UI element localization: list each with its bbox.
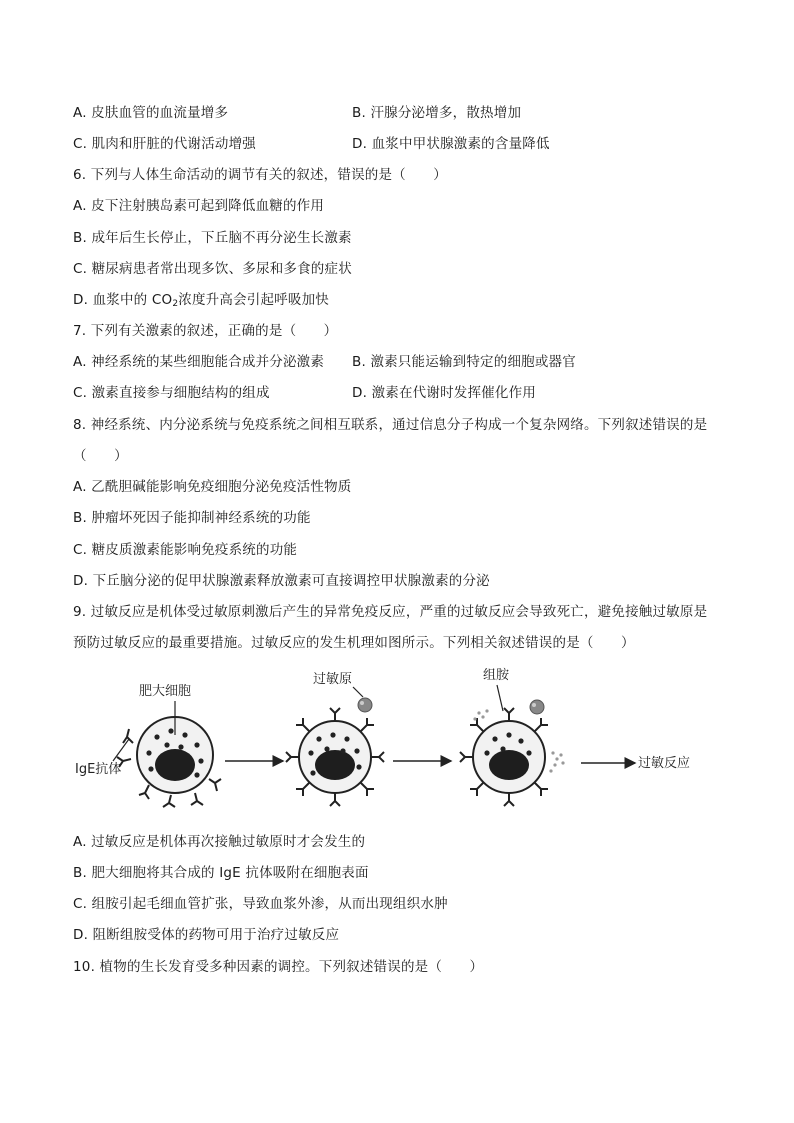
q8-stem-line1: 8. 神经系统、内分泌系统与免疫系统之间相互联系，通过信息分子构成一个复杂网络。下列叙述错误的是	[73, 417, 708, 433]
q6-option-a: A. 皮下注射胰岛素可起到降低血糖的作用	[73, 198, 325, 214]
q9-option-c: C. 组胺引起毛细血管扩张，导致血浆外渗，从而出现组织水肿	[73, 896, 448, 912]
label-mast-cell: 肥大细胞	[139, 684, 192, 699]
q9-option-b: B. 肥大细胞将其合成的 IgE 抗体吸附在细胞表面	[73, 865, 369, 881]
q7-option-b: B. 激素只能运输到特定的细胞或器官	[352, 354, 576, 370]
mast-cell-2	[286, 708, 384, 806]
q7-option-d: D. 激素在代谢时发挥催化作用	[352, 385, 536, 401]
label-allergen: 过敏原	[313, 672, 353, 687]
q6-option-b: B. 成年后生长停止，下丘脑不再分泌生长激素	[73, 230, 352, 246]
label-histamine: 组胺	[483, 668, 510, 683]
q8-option-c: C. 糖皮质激素能影响免疫系统的功能	[73, 542, 298, 558]
q6-option-d-post: 浓度升高会引起呼吸加快	[178, 292, 329, 308]
q8-stem-line2: （ ）	[73, 448, 128, 464]
q8-option-d: D. 下丘脑分泌的促甲状腺激素释放激素可直接调控甲状腺激素的分泌	[73, 573, 490, 589]
q7-option-a: A. 神经系统的某些细胞能合成并分泌激素	[73, 354, 325, 370]
allergy-mechanism-figure	[75, 665, 705, 815]
q9-stem-line2: 预防过敏反应的最重要措施。过敏反应的发生机理如图所示。下列相关叙述错误的是（ ）	[73, 635, 635, 651]
q5-option-c: C. 肌肉和肝脏的代谢活动增强	[73, 136, 257, 152]
q6-option-c: C. 糖尿病患者常出现多饮、多尿和多食的症状	[73, 261, 352, 277]
allergen-particle-bound	[530, 700, 544, 714]
q9-option-d: D. 阻断组胺受体的药物可用于治疗过敏反应	[73, 927, 340, 943]
q9-option-a: A. 过敏反应是机体再次接触过敏原时才会发生的	[73, 834, 366, 850]
q8-option-a: A. 乙酰胆碱能影响免疫细胞分泌免疫活性物质	[73, 479, 352, 495]
q6-option-d-subscript: 2	[172, 299, 179, 309]
label-ige: IgE抗体	[75, 762, 122, 777]
q5-option-d: D. 血浆中甲状腺激素的含量降低	[352, 136, 550, 152]
q7-option-c: C. 激素直接参与细胞结构的组成	[73, 385, 270, 401]
mast-cell-3	[460, 708, 565, 806]
q10-stem: 10. 植物的生长发育受多种因素的调控。下列叙述错误的是（ ）	[73, 959, 484, 975]
q5-option-b: B. 汗腺分泌增多，散热增加	[352, 105, 522, 121]
label-result: 过敏反应	[638, 756, 691, 771]
q8-option-b: B. 肿瘤坏死因子能抑制神经系统的功能	[73, 510, 311, 526]
q6-option-d	[73, 291, 329, 309]
q6-option-d-pre: D. 血浆中的 CO	[73, 292, 173, 308]
allergen-particle	[358, 698, 372, 712]
q5-option-a: A. 皮肤血管的血流量增多	[73, 105, 229, 121]
q7-stem: 7. 下列有关激素的叙述，正确的是（ ）	[73, 323, 338, 339]
q6-stem: 6. 下列与人体生命活动的调节有关的叙述，错误的是（ ）	[73, 167, 447, 183]
q9-stem-line1: 9. 过敏反应是机体受过敏原刺激后产生的异常免疫反应，严重的过敏反应会导致死亡，避免接触过敏原是	[73, 604, 708, 620]
